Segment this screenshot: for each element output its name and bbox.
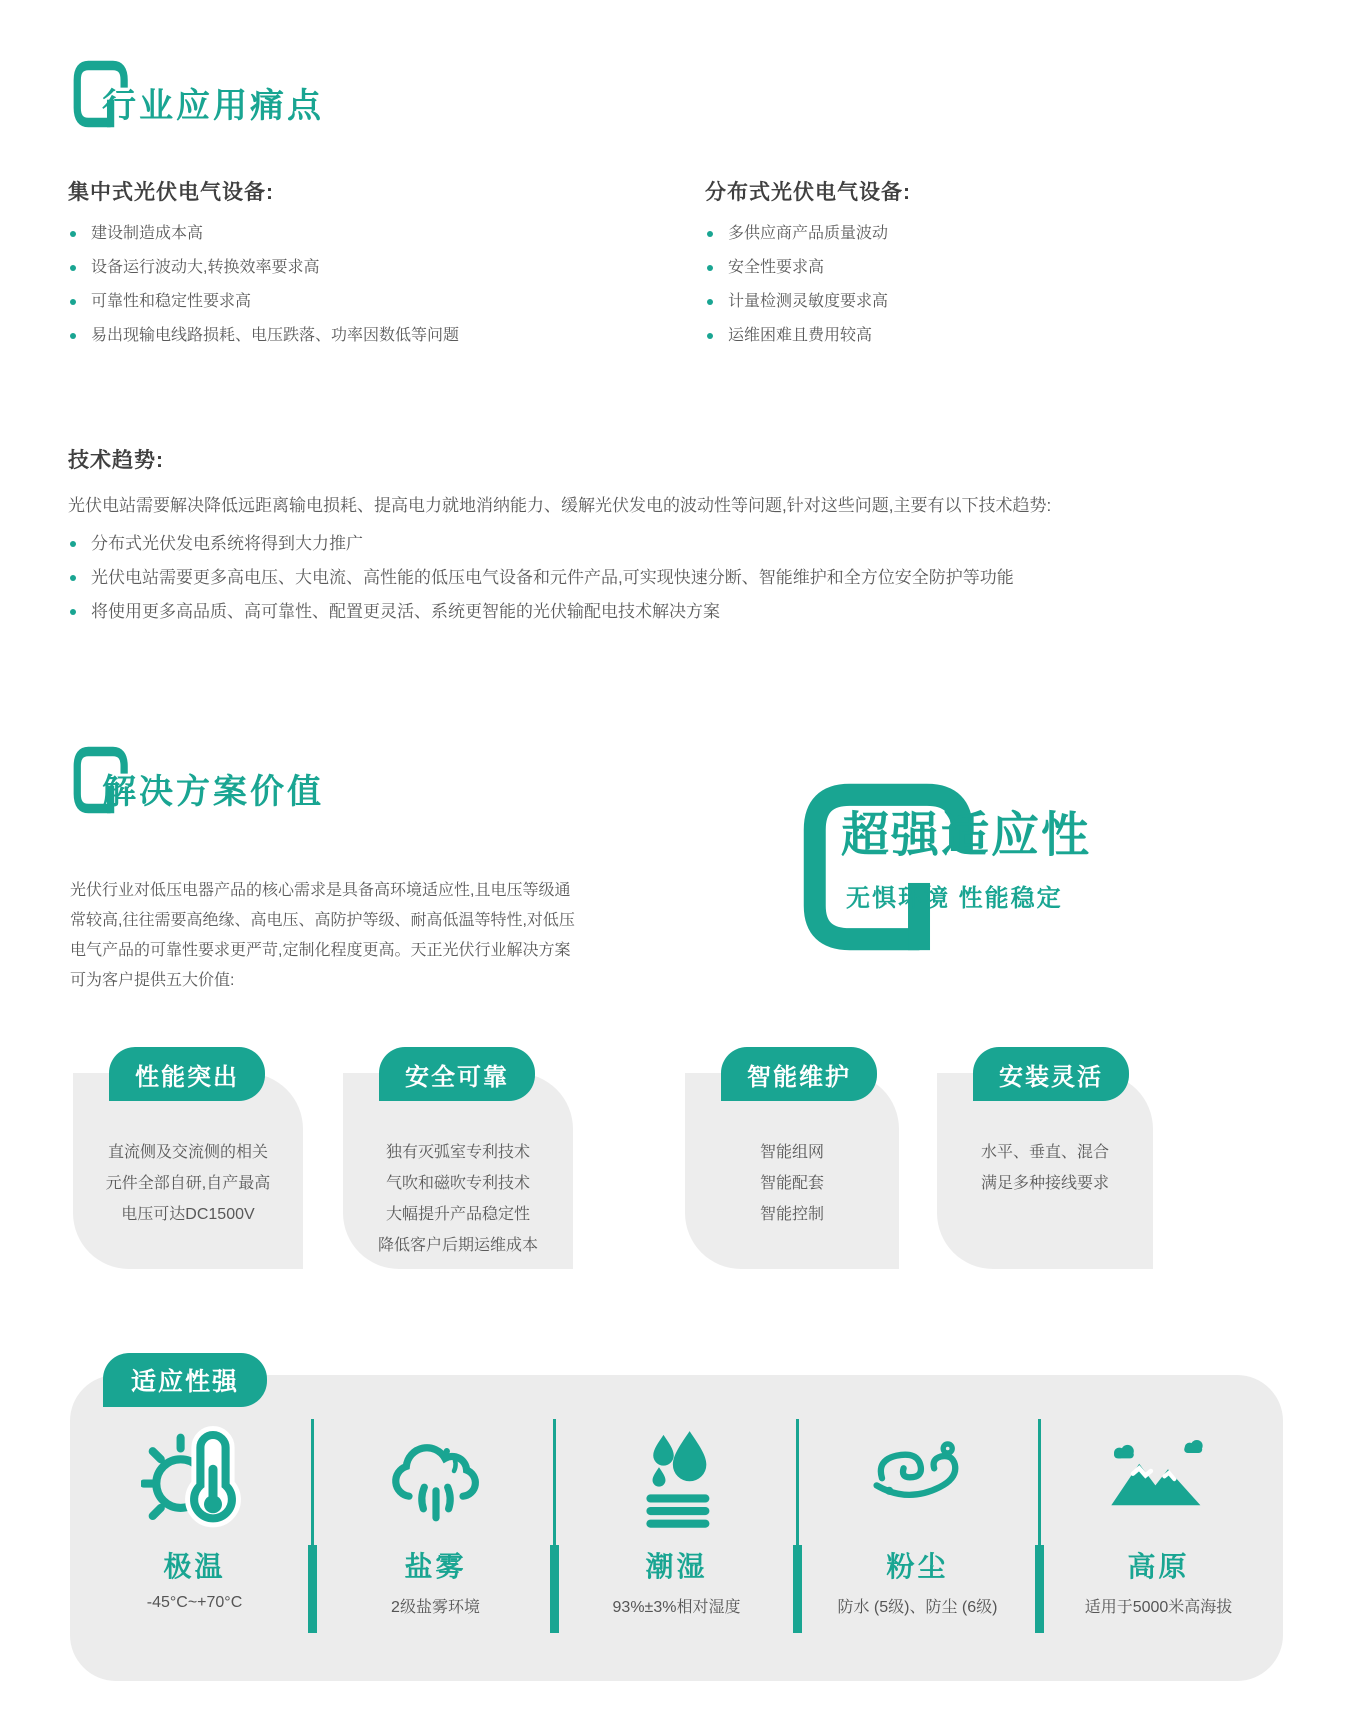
divider (550, 1419, 559, 1633)
list-item: 可靠性和稳定性要求高 (68, 292, 628, 312)
bullet-dot (70, 265, 76, 271)
adaptability-label: 高原 (1127, 1551, 1190, 1582)
bullet-dot (70, 541, 76, 547)
technology-trends-section (68, 444, 1293, 622)
section-solution-value-header (70, 742, 324, 818)
column-heading: 集中式光伏电气设备: (68, 181, 274, 204)
pain-points-title: 行业应用痛点 (102, 87, 324, 125)
highlight-title: 超强适应性 (841, 809, 1092, 862)
list-item: 多供应商产品质量波动 (705, 224, 1265, 244)
adaptability-label: 盐雾 (404, 1551, 467, 1582)
list-item: 计量检测灵敏度要求高 (705, 292, 1265, 312)
value-card-flexible-install (937, 1063, 1153, 1269)
value-card-performance (73, 1063, 303, 1269)
bullet-dot (707, 333, 713, 339)
list-item: 将使用更多高品质、高可靠性、配置更灵活、系统更智能的光伏输配电技术解决方案 (68, 602, 1293, 622)
extreme-temperature-icon (141, 1426, 249, 1534)
adaptability-item-dust (797, 1375, 1038, 1681)
value-card-smart-maintenance (685, 1063, 899, 1269)
highlight-quote-bubble-icon (792, 772, 974, 962)
adaptability-desc: -45°C~+70°C (146, 1594, 243, 1611)
value-card-safety (343, 1063, 573, 1269)
divider (308, 1419, 317, 1633)
bullet-list (705, 224, 1265, 346)
dust-icon (864, 1426, 972, 1534)
value-card-badge: 安全可靠 (379, 1047, 535, 1101)
adaptability-desc: 93%±3%相对湿度 (612, 1599, 741, 1616)
bullet-dot (707, 265, 713, 271)
highlight-subtitle: 无惧环境 性能稳定 (846, 885, 1063, 912)
bullet-list (68, 534, 1293, 622)
trends-intro: 光伏电站需要解决降低远距离输电损耗、提高电力就地消纳能力、缓解光伏发电的波动性等问题,针对这些问题,主要有以下技术趋势: (68, 496, 1052, 515)
bullet-dot (70, 231, 76, 237)
adaptability-label: 极温 (163, 1551, 226, 1582)
bullet-dot (70, 609, 76, 615)
adaptability-grid (74, 1375, 1279, 1681)
section-pain-points-header (70, 56, 324, 132)
value-card-badge: 智能维护 (721, 1047, 877, 1101)
trends-heading: 技术趋势: (68, 449, 164, 472)
adaptability-panel (70, 1368, 1283, 1681)
adaptability-desc: 适用于5000米高海拔 (1084, 1599, 1233, 1616)
adaptability-item-salt-fog (315, 1375, 556, 1681)
value-card-text: 独有灭弧室专利技术 气吹和磁吹专利技术 大幅提升产品稳定性 降低客户后期运维成本 (377, 1144, 538, 1254)
adaptability-label: 潮湿 (645, 1551, 708, 1582)
bullet-dot (707, 299, 713, 305)
list-item: 光伏电站需要更多高电压、大电流、高性能的低压电气设备和元件产品,可实现快速分断、智能维护和全方位安全防护等功能 (68, 568, 1293, 588)
adaptability-desc: 防水 (5级)、防尘 (6级) (837, 1599, 998, 1616)
column-heading: 分布式光伏电气设备: (705, 181, 911, 204)
bullet-dot (70, 333, 76, 339)
list-item: 易出现输电线路损耗、电压跌落、功率因数低等问题 (68, 326, 628, 346)
distributed-pv-column (705, 176, 1265, 346)
altitude-icon (1105, 1426, 1213, 1534)
bullet-list (68, 224, 628, 346)
bullet-dot (70, 575, 76, 581)
list-item: 建设制造成本高 (68, 224, 628, 244)
adaptability-item-altitude (1038, 1375, 1279, 1681)
value-card-badge: 性能突出 (109, 1047, 265, 1101)
centralized-pv-column (68, 176, 628, 346)
bullet-dot (70, 299, 76, 305)
list-item: 设备运行波动大,转换效率要求高 (68, 258, 628, 278)
solution-value-title: 解决方案价值 (102, 773, 324, 811)
value-card-badge: 安装灵活 (973, 1047, 1129, 1101)
solution-paragraph: 光伏行业对低压电器产品的核心需求是具备高环境适应性,且电压等级通常较高,往往需要高绝缘、高电压、高防护等级、耐高低温等特性,对低压电气产品的可靠性要求更严苛,定制化程度更高。天正光伏行业解决方案可为客户提供五大价值: (70, 882, 575, 989)
value-card-text: 直流侧及交流侧的相关 元件全部自研,自产最高 电压可达DC1500V (105, 1144, 271, 1223)
bullet-dot (707, 231, 713, 237)
adaptability-item-extreme-temperature (74, 1375, 315, 1681)
humidity-icon (623, 1426, 731, 1534)
adaptability-item-humidity (556, 1375, 797, 1681)
list-item: 运维困难且费用较高 (705, 326, 1265, 346)
value-card-text: 水平、垂直、混合 满足多种接线要求 (980, 1144, 1109, 1192)
adaptability-desc: 2级盐雾环境 (391, 1599, 480, 1616)
divider (793, 1419, 802, 1633)
adaptability-label: 粉尘 (886, 1551, 949, 1582)
adaptability-badge: 适应性强 (103, 1353, 267, 1407)
divider (1035, 1419, 1044, 1633)
list-item: 安全性要求高 (705, 258, 1265, 278)
list-item: 分布式光伏发电系统将得到大力推广 (68, 534, 1293, 554)
value-card-text: 智能组网 智能配套 智能控制 (759, 1144, 824, 1223)
salt-fog-icon (382, 1426, 490, 1534)
